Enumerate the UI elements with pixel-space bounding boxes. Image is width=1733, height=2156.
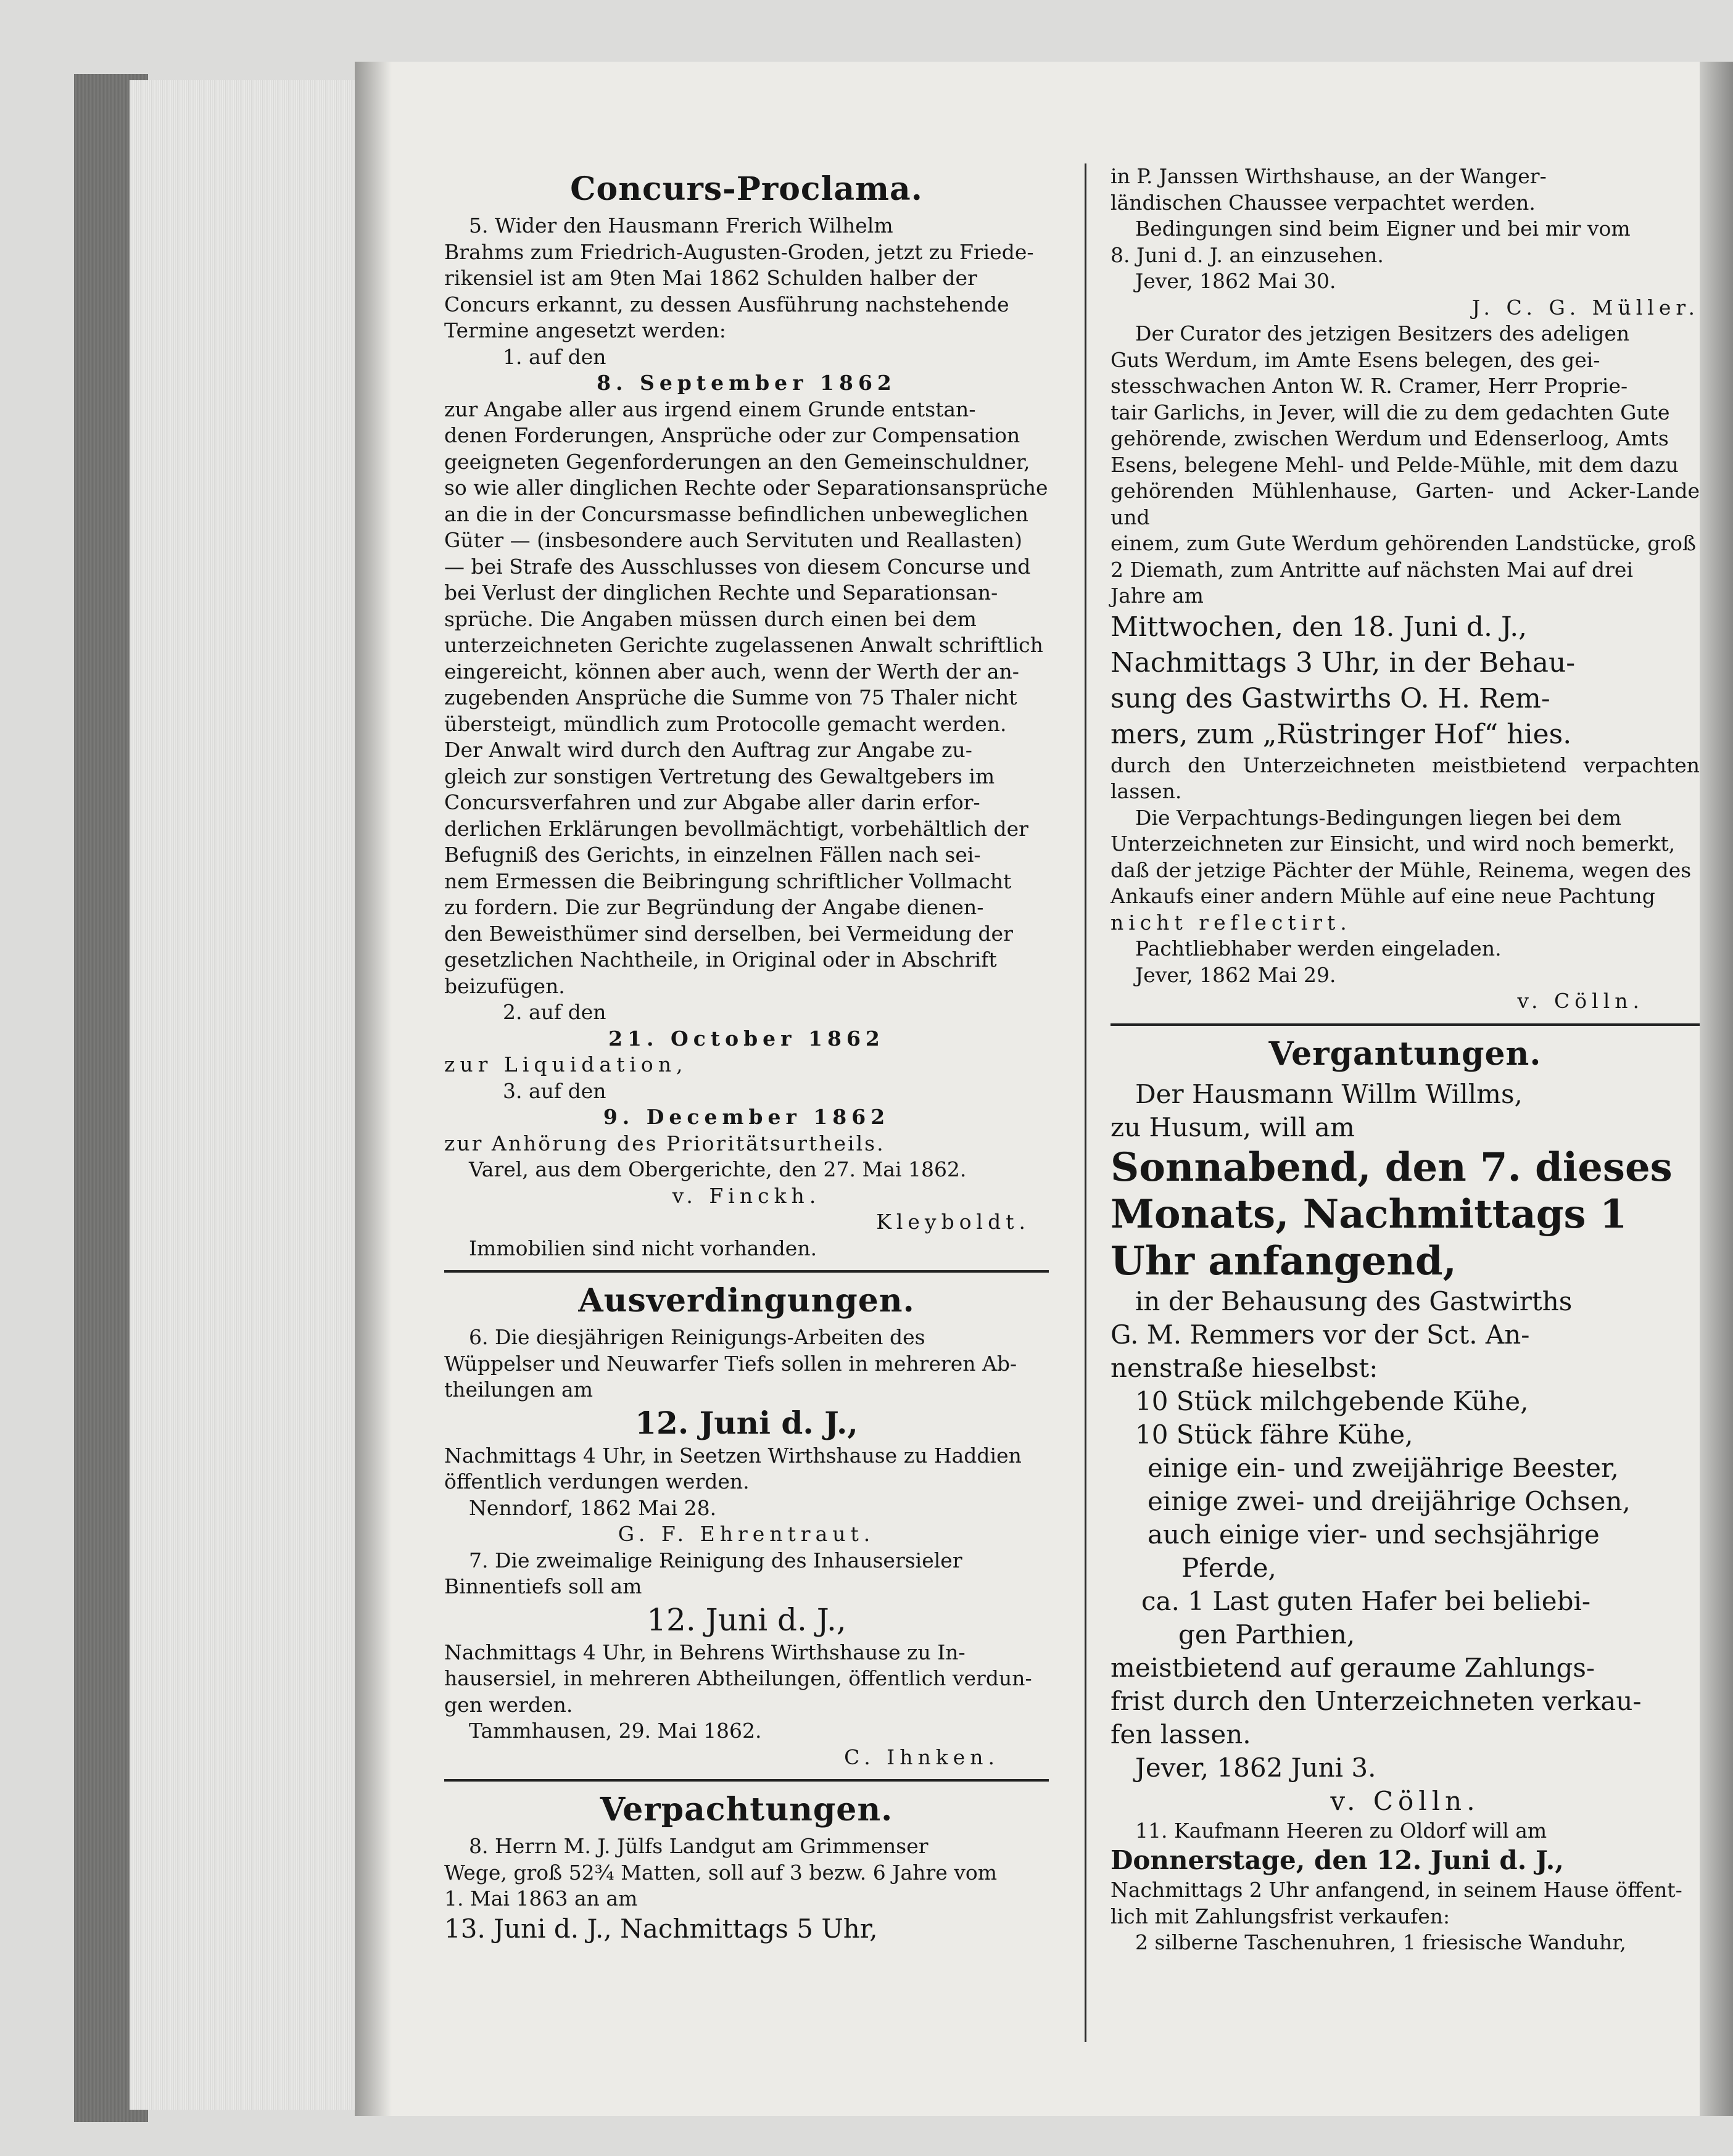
text-line: 2 silberne Taschenuhren, 1 friesische Wanduhr,: [1135, 1930, 1626, 1954]
text-line: tair Garlichs, in Jever, will die zu dem gedachten Gute: [1111, 400, 1670, 424]
date-line: Uhr anfangend,: [1111, 1237, 1457, 1284]
text-line: durch den Unterzeichneten meistbietend verpachten lassen.: [1111, 753, 1700, 803]
date-line: Mittwochen, den 18. Juni d. J.,: [1111, 611, 1528, 643]
text-line: Nachmittags 4 Uhr, in Behrens Wirthshause zu In-: [444, 1640, 966, 1664]
date-line: 12. Juni d. J.,: [647, 1601, 846, 1638]
text-line: zur Liquidation,: [444, 1052, 688, 1076]
text-line: 5. Wider den Hausmann Frerich Wilhelm: [469, 213, 893, 237]
text-line: Pachtliebhaber werden eingeladen.: [1135, 936, 1502, 960]
text-line: stesschwachen Anton W. R. Cramer, Herr Proprie-: [1111, 374, 1628, 398]
text-line: 3. auf den: [503, 1078, 606, 1103]
text-line: zur Anhörung des Prioritätsurtheils.: [444, 1131, 885, 1155]
text-line: einem, zum Gute Werdum gehörenden Landstücke, groß: [1111, 531, 1697, 555]
text-line: zu Husum, will am: [1111, 1112, 1355, 1142]
text-line: Jever, 1862 Mai 29.: [1135, 962, 1336, 987]
text-line: ländischen Chaussee verpachtet werden.: [1111, 190, 1536, 215]
text-line: meistbietend auf geraume Zahlungs-: [1111, 1652, 1595, 1683]
text-line: denen Forderungen, Ansprüche oder zur Compensation: [444, 423, 1020, 447]
text-line: Der Anwalt wird durch den Auftrag zur Angabe zu-: [444, 738, 972, 762]
text-line: daß der jetzige Pächter der Mühle, Reinema, wegen des: [1111, 857, 1692, 882]
heading-verpachtungen: Verpachtungen.: [600, 1791, 893, 1828]
text-line: Jever, 1862 Mai 30.: [1135, 269, 1336, 293]
left-column: [444, 163, 1049, 1946]
text-line: Varel, aus dem Obergerichte, den 27. Mai 1862.: [469, 1157, 967, 1181]
text-line: übersteigt, mündlich zum Protocolle gemacht werden.: [444, 711, 1007, 736]
gutter-shadow: [355, 62, 392, 2116]
section-divider: [1111, 1023, 1700, 1026]
signature: C. Ihnken.: [844, 1745, 999, 1769]
text-line: — bei Strafe des Ausschlusses von diesem Concurse und: [444, 554, 1031, 579]
text-line: Wege, groß 52¾ Matten, soll auf 3 bezw. 6 Jahre vom: [444, 1860, 998, 1885]
text-line: nicht reflectirt.: [1111, 910, 1352, 935]
text-line: Termine angesetzt werden:: [444, 318, 726, 342]
text-line: den Beweisthümer sind derselben, bei Vermeidung der: [444, 921, 1013, 946]
text-line: öffentlich verdungen werden.: [444, 1469, 750, 1493]
text-line: Immobilien sind nicht vorhanden.: [469, 1236, 817, 1260]
text-line: Die Verpachtungs-Bedingungen liegen bei dem: [1135, 805, 1622, 830]
text-line: bei Verlust der dinglichen Rechte und Separationsan-: [444, 580, 998, 605]
text-line: 10 Stück fähre Kühe,: [1135, 1419, 1413, 1450]
text-line: Der Hausmann Willm Willms,: [1135, 1078, 1523, 1109]
text-line: 1. auf den: [503, 344, 606, 369]
text-line: Befugniß des Gerichts, in einzelnen Fällen nach sei-: [444, 843, 981, 867]
text-line: 11. Kaufmann Heeren zu Oldorf will am: [1135, 1818, 1547, 1843]
text-line: Nachmittags 4 Uhr, in Seetzen Wirthshause zu Haddien: [444, 1443, 1022, 1468]
text-line: nenstraße hieselbst:: [1111, 1352, 1378, 1383]
signature: v. Cölln.: [1517, 989, 1644, 1013]
date-line: 8. September 1862: [597, 371, 896, 395]
date-line: Monats, Nachmittags 1: [1111, 1191, 1628, 1237]
text-line: derlichen Erklärungen bevollmächtigt, vorbehältlich der: [444, 816, 1028, 841]
text-line: gehörende, zwischen Werdum und Edenserloog, Amts: [1111, 426, 1669, 450]
text-line: in P. Janssen Wirthshause, an der Wanger-: [1111, 164, 1547, 188]
text-line: Güter — (insbesondere auch Servituten und Reallasten): [444, 528, 1023, 552]
text-line: Wüppelser und Neuwarfer Tiefs sollen in mehreren Ab-: [444, 1351, 1017, 1376]
text-line: Guts Werdum, im Amte Esens belegen, des gei-: [1111, 347, 1600, 372]
text-line: Pferde,: [1181, 1552, 1276, 1583]
date-line: 21. October 1862: [608, 1026, 885, 1051]
text-line: Bedingungen sind beim Eigner und bei mir vom: [1135, 217, 1631, 241]
text-line: zugebenden Ansprüche die Summe von 75 Thaler nicht: [444, 685, 1017, 709]
text-line: gesetzlichen Nachtheile, in Original oder in Abschrift: [444, 948, 997, 972]
text-line: lich mit Zahlungsfrist verkaufen:: [1111, 1904, 1450, 1928]
page-edges: [130, 80, 358, 2110]
text-line: einige zwei- und dreijährige Ochsen,: [1148, 1485, 1631, 1516]
text-line: an die in der Concursmasse befindlichen unbeweglichen: [444, 502, 1028, 526]
text-line: 2. auf den: [503, 1000, 606, 1024]
section-divider: [444, 1779, 1049, 1782]
signature: G. F. Ehrentraut.: [618, 1522, 875, 1546]
text-line: 2 Diemath, zum Antritte auf nächsten Mai auf drei: [1111, 557, 1634, 582]
text-line: hausersiel, in mehreren Abtheilungen, öffentlich verdun-: [444, 1666, 1032, 1690]
text-line: auch einige vier- und sechsjährige: [1148, 1519, 1600, 1550]
date-line: Nachmittags 3 Uhr, in der Behau-: [1111, 646, 1576, 679]
text-line: eingereicht, können aber auch, wenn der Werth der an-: [444, 659, 1019, 684]
heading-vergantungen: Vergantungen.: [1268, 1035, 1542, 1073]
column-rule: [1085, 163, 1086, 2042]
text-line: Nenndorf, 1862 Mai 28.: [469, 1495, 717, 1520]
text-line: Nachmittags 2 Uhr anfangend, in seinem Hause öffent-: [1111, 1878, 1682, 1902]
text-line: Binnentiefs soll am: [444, 1574, 642, 1598]
text-line: gleich zur sonstigen Vertretung des Gewaltgebers im: [444, 764, 995, 788]
text-line: Der Curator des jetzigen Besitzers des adeligen: [1135, 321, 1630, 345]
signature: v. Finckh.: [672, 1183, 821, 1208]
text-line: Brahms zum Friedrich-Augusten-Groden, jetzt zu Friede-: [444, 239, 1034, 264]
signature: Kleyboldt.: [876, 1210, 1030, 1234]
text-line: 7. Die zweimalige Reinigung des Inhausersieler: [469, 1548, 962, 1572]
text-line: fen lassen.: [1111, 1719, 1251, 1749]
date-line: 13. Juni d. J., Nachmittags 5 Uhr,: [444, 1913, 878, 1944]
text-line: einige ein- und zweijährige Beester,: [1148, 1452, 1619, 1483]
text-line: zu fordern. Die zur Begründung der Angabe dienen-: [444, 895, 984, 919]
text-line: Unterzeichneten zur Einsicht, und wird noch bemerkt,: [1111, 832, 1676, 856]
date-line: Donnerstage, den 12. Juni d. J.,: [1111, 1845, 1564, 1875]
text-line: geeigneten Gegenforderungen an den Gemeinschuldner,: [444, 449, 1030, 474]
text-line: 6. Die diesjährigen Reinigungs-Arbeiten des: [469, 1325, 925, 1349]
date-line: mers, zum „Rüstringer Hof“ hies.: [1111, 718, 1572, 750]
text-line: 8. Juni d. J. an einzusehen.: [1111, 242, 1384, 267]
text-line: gen Parthien,: [1178, 1619, 1355, 1650]
text-line: rikensiel ist am 9ten Mai 1862 Schulden halber der: [444, 266, 977, 290]
text-line: Esens, belegene Mehl- und Pelde-Mühle, mit dem dazu: [1111, 452, 1679, 477]
text-line: beizufügen.: [444, 973, 565, 998]
text-line: G. M. Remmers vor der Sct. An-: [1111, 1319, 1530, 1350]
date-line: 9. December 1862: [603, 1105, 890, 1129]
text-line: Jahre am: [1111, 584, 1204, 608]
text-line: in der Behausung des Gastwirths: [1135, 1286, 1573, 1316]
date-line: Sonnabend, den 7. dieses: [1111, 1144, 1673, 1191]
text-line: 1. Mai 1863 an am: [444, 1886, 638, 1910]
heading-ausverdingungen: Ausverdingungen.: [578, 1282, 915, 1320]
right-column: [1111, 163, 1700, 1956]
text-line: gen werden.: [444, 1692, 573, 1717]
text-line: Concurs erkannt, zu dessen Ausführung nachstehende: [444, 292, 1009, 316]
date-line: sung des Gastwirths O. H. Rem-: [1111, 682, 1550, 714]
text-line: gehörenden Mühlenhause, Garten- und Acker-Lande und: [1111, 479, 1700, 529]
signature: v. Cölln.: [1330, 1785, 1480, 1816]
text-line: frist durch den Unterzeichneten verkau-: [1111, 1685, 1642, 1716]
text-line: Ankaufs einer andern Mühle auf eine neue Pachtung: [1111, 884, 1655, 908]
signature: J. C. G. Müller.: [1471, 295, 1700, 320]
text-line: sprüche. Die Angaben müssen durch einen bei dem: [444, 606, 977, 631]
text-line: nem Ermessen die Beibringung schriftlicher Vollmacht: [444, 869, 1012, 893]
text-line: 10 Stück milchgebende Kühe,: [1135, 1386, 1529, 1416]
text-line: ca. 1 Last guten Hafer bei beliebi-: [1141, 1585, 1591, 1616]
text-line: so wie aller dinglichen Rechte oder Separationsansprüche: [444, 476, 1048, 500]
text-line: theilungen am: [444, 1377, 594, 1402]
text-line: zur Angabe aller aus irgend einem Grunde entstan-: [444, 397, 976, 421]
heading-concurs: Concurs-Proclama.: [570, 170, 923, 208]
text-line: Concursverfahren und zur Abgabe aller darin erfor-: [444, 790, 980, 814]
section-divider: [444, 1270, 1049, 1273]
right-page-edge: [1700, 62, 1733, 2116]
text-line: unterzeichneten Gerichte zugelassenen Anwalt schriftlich: [444, 633, 1043, 657]
text-line: Jever, 1862 Juni 3.: [1135, 1752, 1376, 1783]
date-line: 12. Juni d. J.,: [635, 1404, 858, 1441]
text-line: 8. Herrn M. J. Jülfs Landgut am Grimmenser: [469, 1834, 929, 1858]
text-line: Tammhausen, 29. Mai 1862.: [469, 1719, 762, 1743]
